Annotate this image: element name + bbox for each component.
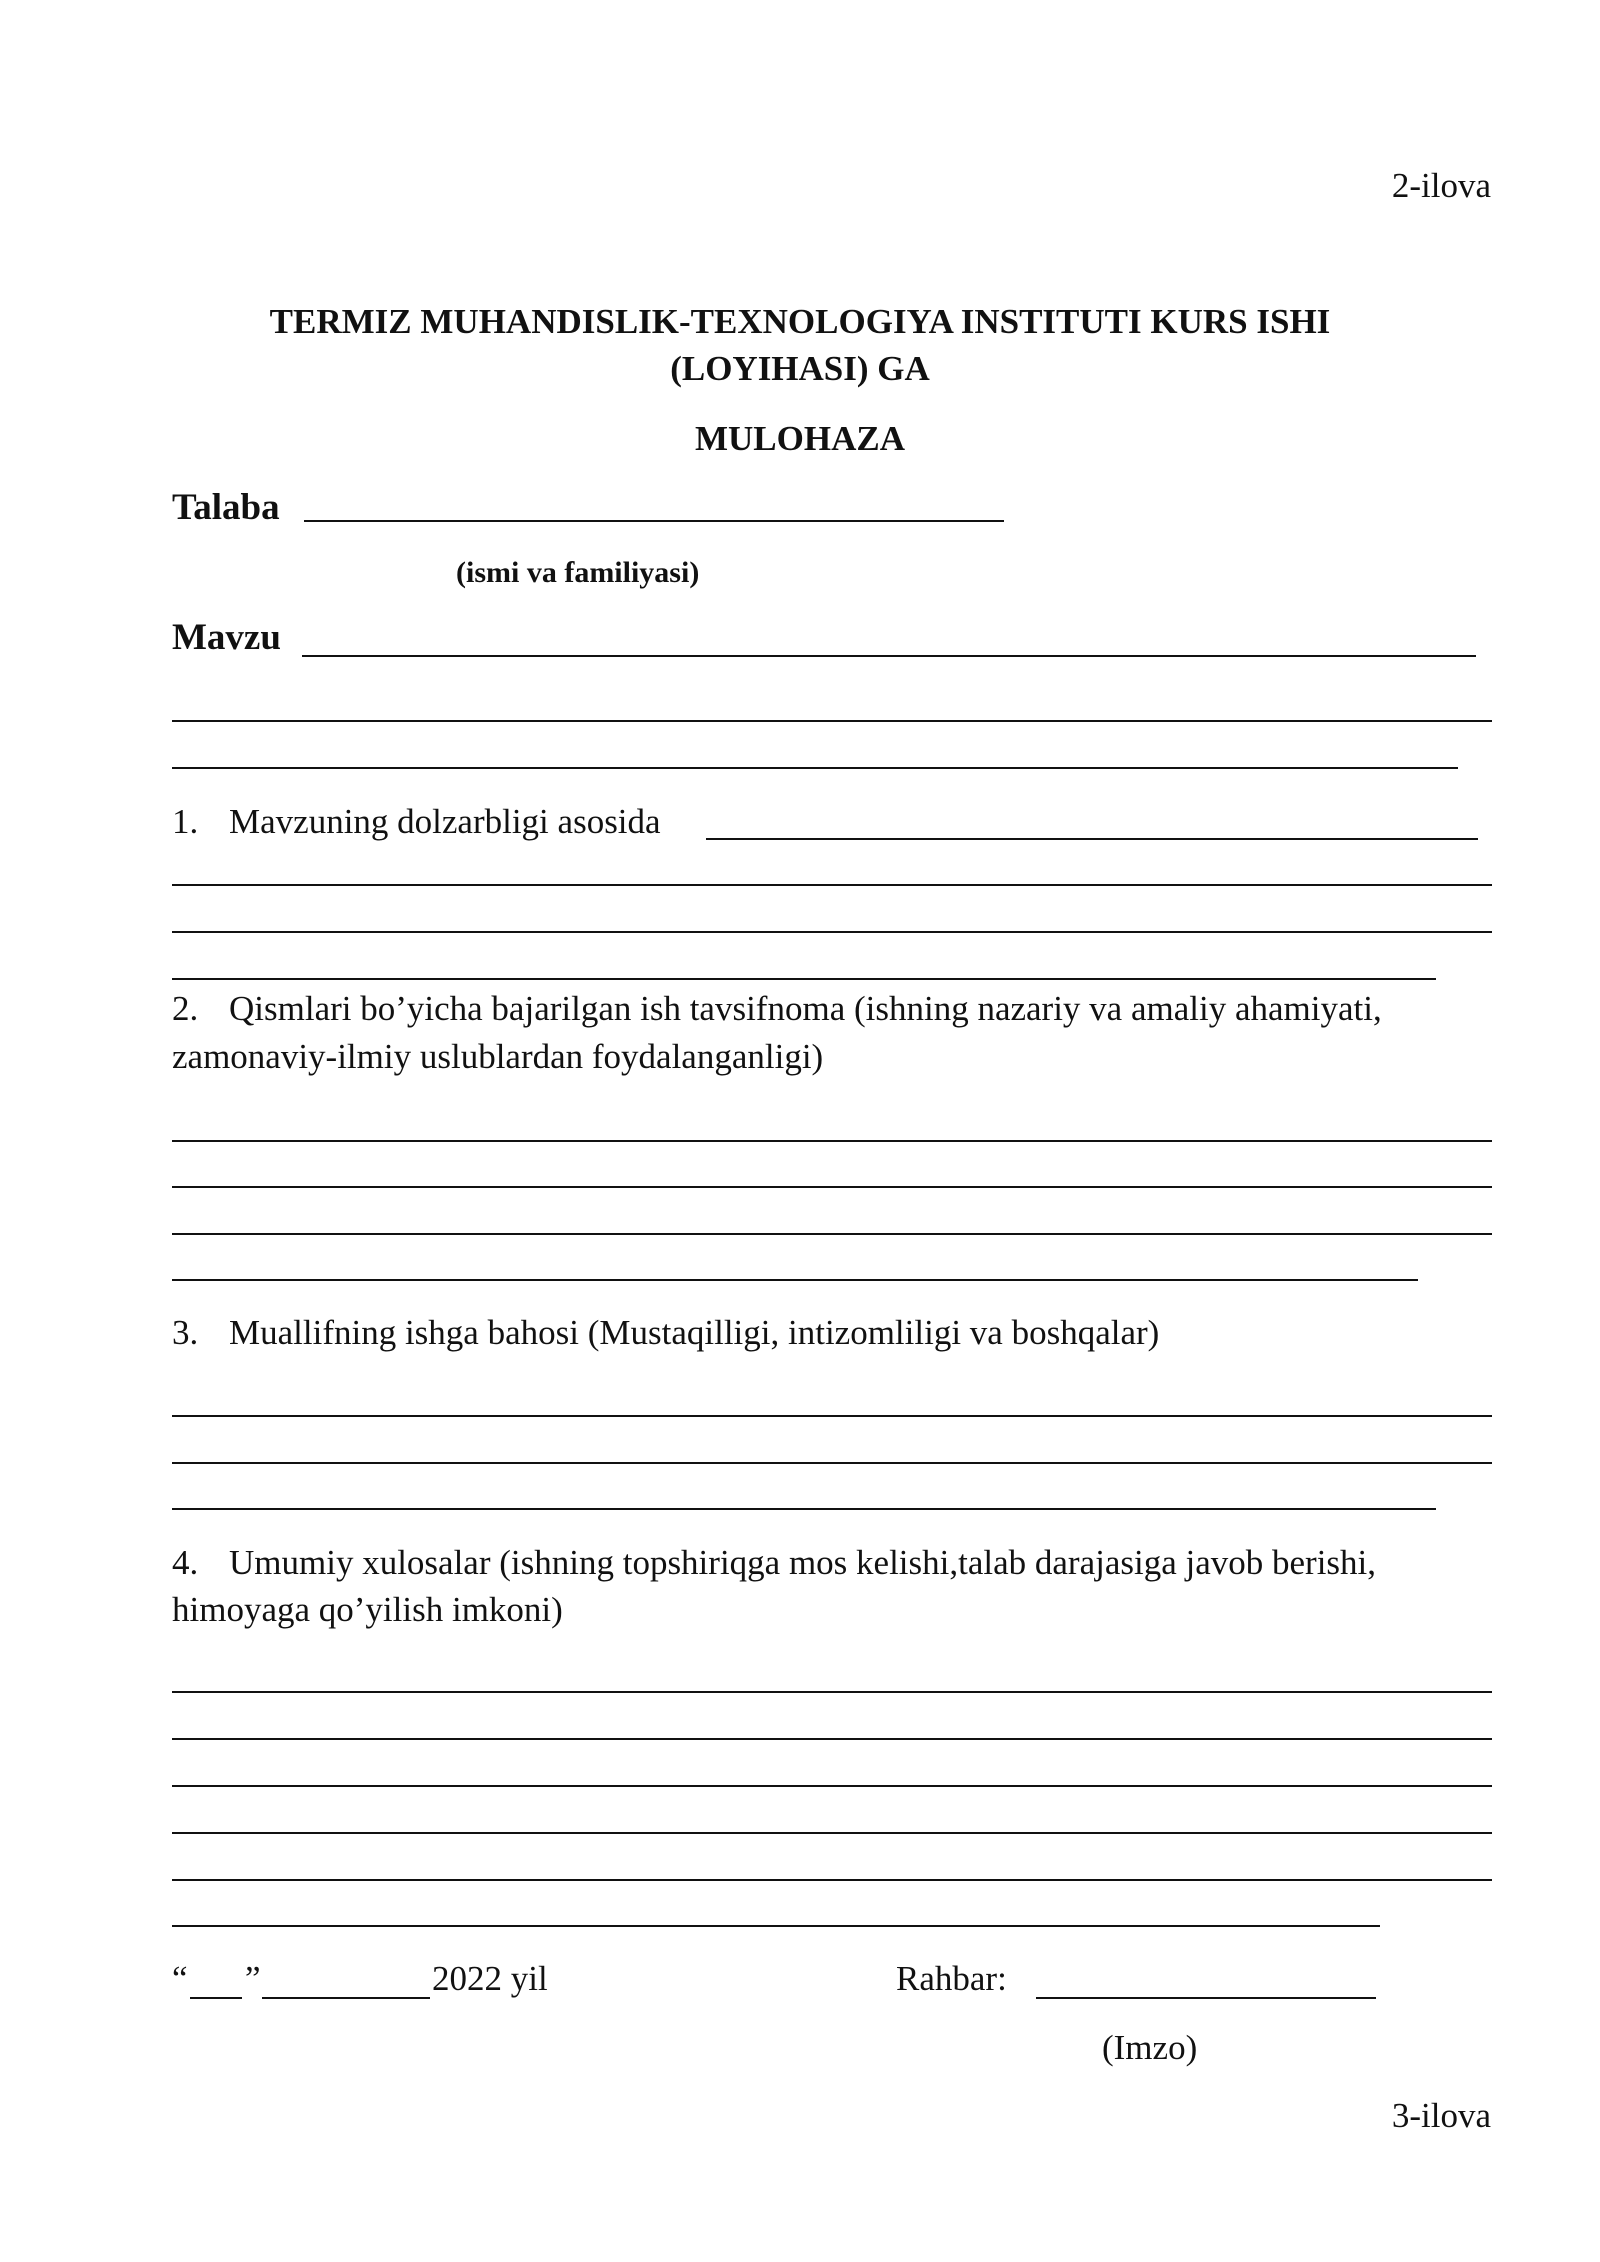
date-quote-close: ” [245,1959,261,1998]
section-2-line[interactable] [172,1140,1492,1142]
section-1-line[interactable] [172,931,1492,933]
section-3-line[interactable] [172,1462,1492,1464]
document-title-line1: TERMIZ MUHANDISLIK-TEXNOLOGIYA INSTITUTI KURS ISHI [269,302,1331,341]
section-3-number: 3. [172,1313,199,1352]
topic-label: Mavzu [172,617,281,658]
student-caption: (ismi va familiyasi) [456,556,700,589]
section-2-number: 2. [172,989,199,1028]
annex-label-top: 2-ilova [1391,166,1491,205]
topic-line-3[interactable] [172,767,1458,769]
section-3-heading: Muallifning ishga bahosi (Mustaqilligi, intizomliligi va boshqalar) [229,1313,1160,1352]
section-2-heading-line2: zamonaviy-ilmiy uslublardan foydalanganligi) [172,1037,824,1076]
section-1-heading: Mavzuning dolzarbligi asosida [229,802,661,841]
document-subtitle: MULOHAZA [695,419,905,458]
section-2-heading-line1: Qismlari bo’yicha bajarilgan ish tavsifnoma (ishning nazariy va amaliy ahamiyati, [229,989,1382,1028]
section-1-line-inline[interactable] [706,838,1478,840]
student-label: Talaba [172,487,280,528]
supervisor-label: Rahbar: [896,1959,1007,1998]
document-title-line2: (LOYIHASI) GA [670,349,930,388]
section-4-line[interactable] [172,1879,1492,1881]
section-4-line[interactable] [172,1832,1492,1834]
section-4-heading-line2: himoyaga qo’yilish imkoni) [172,1590,563,1629]
section-2-line[interactable] [172,1186,1492,1188]
section-3-line[interactable] [172,1508,1436,1510]
annex-label-bottom: 3-ilova [1391,2096,1491,2135]
section-4-line[interactable] [172,1691,1492,1693]
section-4-line[interactable] [172,1738,1492,1740]
supervisor-signature-line[interactable] [1036,1997,1376,1999]
section-4-heading-line1: Umumiy xulosalar (ishning topshiriqga mos kelishi,talab darajasiga javob berishi, [229,1543,1377,1582]
topic-line-2[interactable] [172,720,1492,722]
section-2-line[interactable] [172,1233,1492,1235]
section-1-number: 1. [172,802,199,841]
date-day-line[interactable] [190,1997,242,1999]
section-4-number: 4. [172,1543,199,1582]
topic-line[interactable] [302,655,1476,657]
date-month-line[interactable] [262,1997,430,1999]
section-2-line[interactable] [172,1279,1418,1281]
section-4-line[interactable] [172,1925,1380,1927]
date-year: 2022 yil [432,1959,548,1998]
section-1-line[interactable] [172,884,1492,886]
student-name-line[interactable] [304,520,1004,522]
section-3-line[interactable] [172,1415,1492,1417]
signature-caption: (Imzo) [1102,2028,1198,2067]
date-quote-open: “ [172,1959,188,1998]
section-1-line[interactable] [172,978,1436,980]
section-4-line[interactable] [172,1785,1492,1787]
